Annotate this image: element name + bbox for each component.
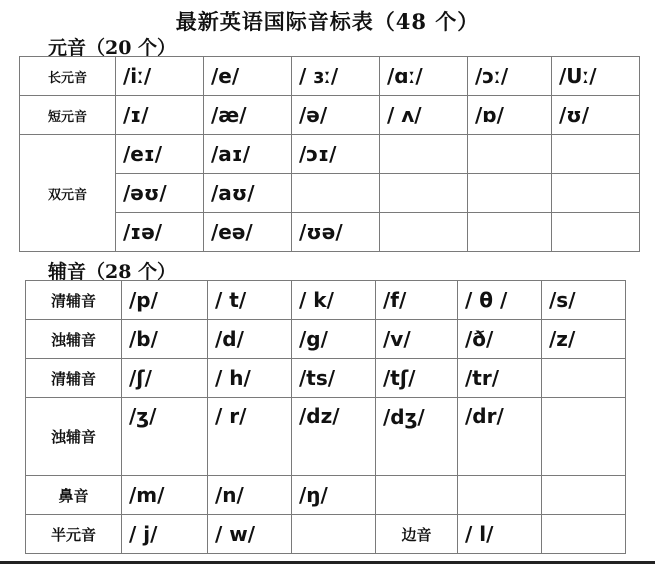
row-label: 短元音 [20,96,116,135]
phonetic-symbol: / ɜː/ [292,57,380,96]
phonetic-symbol: / θ / [458,281,542,320]
vowel-table [19,56,640,252]
phonetic-symbol: /n/ [208,476,292,515]
empty-cell [380,174,468,213]
row-label: 边音 [376,515,458,554]
table-row [26,515,626,554]
phonetic-symbol: /g/ [292,320,376,359]
phonetic-symbol: /ɔː/ [468,57,552,96]
phonetic-symbol: /ʊ/ [552,96,640,135]
consonants-heading: 辅音（28 个） [48,261,177,283]
phonetic-symbol: /ɪ/ [116,96,204,135]
row-label: 清辅音 [26,281,122,320]
empty-cell [468,135,552,174]
phonetic-symbol: /ʊə/ [292,213,380,252]
empty-cell [542,398,626,476]
phonetic-symbol: /ʒ/ [122,398,208,476]
phonetic-symbol: / l/ [458,515,542,554]
phonetic-symbol: /ɪə/ [116,213,204,252]
phonetic-symbol: /ə/ [292,96,380,135]
vowels-heading: 元音（20 个） [48,37,177,59]
phonetic-symbol: /ɔɪ/ [292,135,380,174]
table-row [20,96,640,135]
page-title: 最新英语国际音标表（48 个） [175,9,480,34]
table-row [26,398,626,476]
empty-cell [542,359,626,398]
phonetic-symbol: /dr/ [458,398,542,476]
phonetic-symbol: / h/ [208,359,292,398]
table-row [20,135,640,174]
phonetic-symbol: / ʌ/ [380,96,468,135]
phonetic-symbol: /æ/ [204,96,292,135]
phonetic-symbol: / j/ [122,515,208,554]
phonetic-symbol: /ð/ [458,320,542,359]
empty-cell [468,213,552,252]
phonetic-symbol: /f/ [376,281,458,320]
phonetic-symbol: / w/ [208,515,292,554]
table-row [26,281,626,320]
phonetic-symbol: /d/ [208,320,292,359]
row-label: 半元音 [26,515,122,554]
empty-cell [376,476,458,515]
phonetic-symbol: /tʃ/ [376,359,458,398]
phonetic-symbol: /ts/ [292,359,376,398]
empty-cell [292,174,380,213]
row-label: 浊辅音 [26,398,122,476]
row-label: 鼻音 [26,476,122,515]
empty-cell [552,213,640,252]
phonetic-symbol: /s/ [542,281,626,320]
phonetic-symbol: / r/ [208,398,292,476]
empty-cell [458,476,542,515]
phonetic-symbol: /eə/ [204,213,292,252]
bottom-rule [0,561,655,564]
phonetic-symbol: /v/ [376,320,458,359]
row-label: 长元音 [20,57,116,96]
table-row [20,57,640,96]
phonetic-symbol: /aʊ/ [204,174,292,213]
phonetic-symbol: /z/ [542,320,626,359]
phonetic-symbol: /ŋ/ [292,476,376,515]
phonetic-symbol: /m/ [122,476,208,515]
phonetic-symbol: /e/ [204,57,292,96]
phonetic-symbol: /eɪ/ [116,135,204,174]
empty-cell [542,515,626,554]
table-row [26,476,626,515]
phonetic-symbol: /tr/ [458,359,542,398]
phonetic-symbol: / k/ [292,281,376,320]
empty-cell [552,174,640,213]
phonetic-symbol: /b/ [122,320,208,359]
empty-cell [542,476,626,515]
empty-cell [552,135,640,174]
phonetic-symbol: / t/ [208,281,292,320]
phonetic-symbol: /dz/ [292,398,376,476]
consonant-table [25,280,626,554]
empty-cell [380,213,468,252]
phonetic-symbol: /Uː/ [552,57,640,96]
phonetic-symbol: /iː/ [116,57,204,96]
phonetic-symbol: /dʒ/ [376,398,458,476]
empty-cell [292,515,376,554]
phonetic-symbol: /ɑː/ [380,57,468,96]
table-row [26,320,626,359]
phonetic-symbol: /ʃ/ [122,359,208,398]
row-label: 清辅音 [26,359,122,398]
table-row [26,359,626,398]
row-label: 双元音 [20,135,116,252]
phonetic-symbol: /aɪ/ [204,135,292,174]
phonetic-symbol: /ɒ/ [468,96,552,135]
empty-cell [380,135,468,174]
empty-cell [468,174,552,213]
phonetic-symbol: /p/ [122,281,208,320]
row-label: 浊辅音 [26,320,122,359]
phonetic-symbol: /əʊ/ [116,174,204,213]
